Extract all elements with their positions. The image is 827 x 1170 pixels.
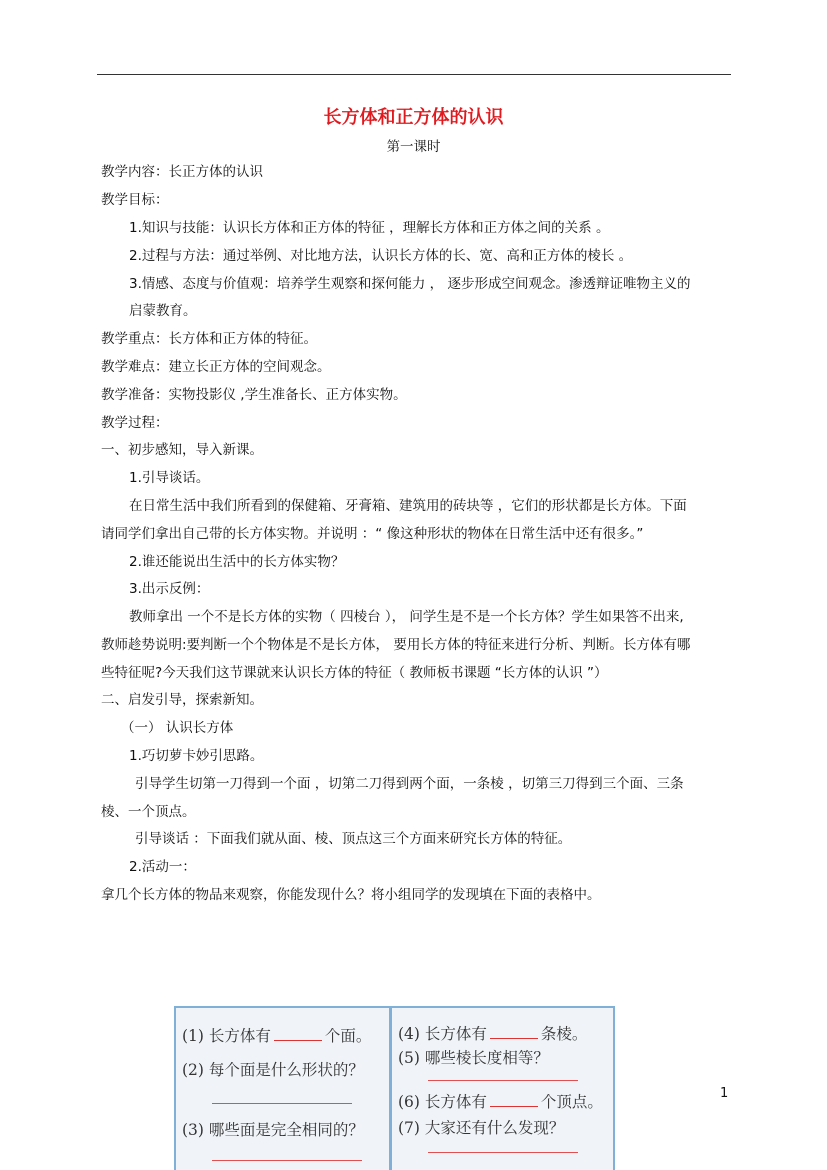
question-7: (7) 大家还有什么发现？	[398, 1119, 565, 1137]
text-line: 启蒙教育。	[129, 303, 197, 319]
text-line: 二、启发引导，探索新知。	[101, 692, 263, 708]
text-line: 些特征呢?今天我们这节课就来认识长方体的特征（ 教师板书课题 “长方体的认识 ”）	[101, 665, 608, 681]
text-line: 教学重点：长方体和正方体的特征。	[101, 331, 317, 347]
answer-line	[212, 1160, 362, 1161]
page-subtitle: 第一课时	[386, 139, 441, 155]
text-line: 教师趁势说明:要判断一个个物体是不是长方体， 要用长方体的特征来进行分析、判断。长方体有哪	[101, 637, 691, 653]
text-line: 一、初步感知，导入新课。	[101, 442, 263, 458]
text-line: 教学过程：	[101, 415, 169, 431]
question-1: (1) 长方体有 个面。	[182, 1027, 372, 1045]
image-divider	[389, 1008, 392, 1170]
text-line: 2.活动一：	[129, 859, 196, 875]
text-line: 请同学们拿出自己带的长方体实物。并说明 ：“ 像这种形状的物体在日常生活中还有很多。”	[101, 526, 644, 542]
text-line: 1.知识与技能：认识长方体和正方体的特征 ，理解长方体和正方体之间的关系 。	[129, 220, 610, 236]
text-line: 棱、一个顶点。	[101, 804, 196, 820]
answer-line	[428, 1080, 578, 1081]
text-line: 3.出示反例：	[129, 581, 210, 597]
text-line: 引导谈话 ：下面我们就从面、棱、顶点这三个方面来研究长方体的特征。	[135, 831, 572, 847]
text-line: 教学准备：实物投影仪 ,学生准备长、正方体实物。	[101, 387, 407, 403]
text-line: 引导学生切第一刀得到一个面 ，切第二刀得到两个面，一条棱 ，切第三刀得到三个面、三条	[135, 776, 684, 792]
page-title: 长方体和正方体的认识	[323, 107, 504, 128]
text-line: （一） 认识长方体	[121, 720, 234, 736]
question-3: (3) 哪些面是完全相同的？	[182, 1121, 364, 1139]
answer-line	[212, 1103, 352, 1104]
text-line: 教学内容：长正方体的认识	[101, 164, 263, 180]
question-6: (6) 长方体有 个顶点。	[398, 1093, 603, 1111]
text-line: 2.过程与方法：通过举例、对比地方法，认识长方体的长、宽、高和正方体的棱长 。	[129, 248, 633, 264]
text-line: 3.情感、态度与价值观：培养学生观察和探何能力 ， 逐步形成空间观念。渗透辩证唯物主义的	[129, 276, 691, 292]
page-number: 1	[720, 1086, 729, 1101]
answer-line	[428, 1152, 578, 1153]
text-line: 教学难点：建立长正方体的空间观念。	[101, 359, 331, 375]
question-4: (4) 长方体有 条棱。	[398, 1025, 588, 1043]
worksheet-image	[174, 1006, 615, 1170]
text-line: 在日常生活中我们所看到的保健箱、牙膏箱、建筑用的砖块等 ，它们的形状都是长方体。下面	[129, 498, 687, 514]
header-rule	[97, 74, 731, 75]
question-2: (2) 每个面是什么形状的？	[182, 1061, 364, 1079]
text-line: 拿几个长方体的物品来观察，你能发现什么？将小组同学的发现填在下面的表格中。	[101, 887, 601, 903]
question-5: (5) 哪些棱长度相等？	[398, 1049, 549, 1067]
text-line: 教师拿出 一个不是长方体的实物（ 四棱台 ）， 问学生是不是一个长方体？学生如果答不出来,	[129, 609, 684, 625]
text-line: 教学目标：	[101, 192, 169, 208]
text-line: 1.巧切萝卡妙引思路。	[129, 748, 264, 764]
text-line: 1.引导谈话。	[129, 470, 210, 486]
text-line: 2.谁还能说出生活中的长方体实物？	[129, 554, 345, 570]
